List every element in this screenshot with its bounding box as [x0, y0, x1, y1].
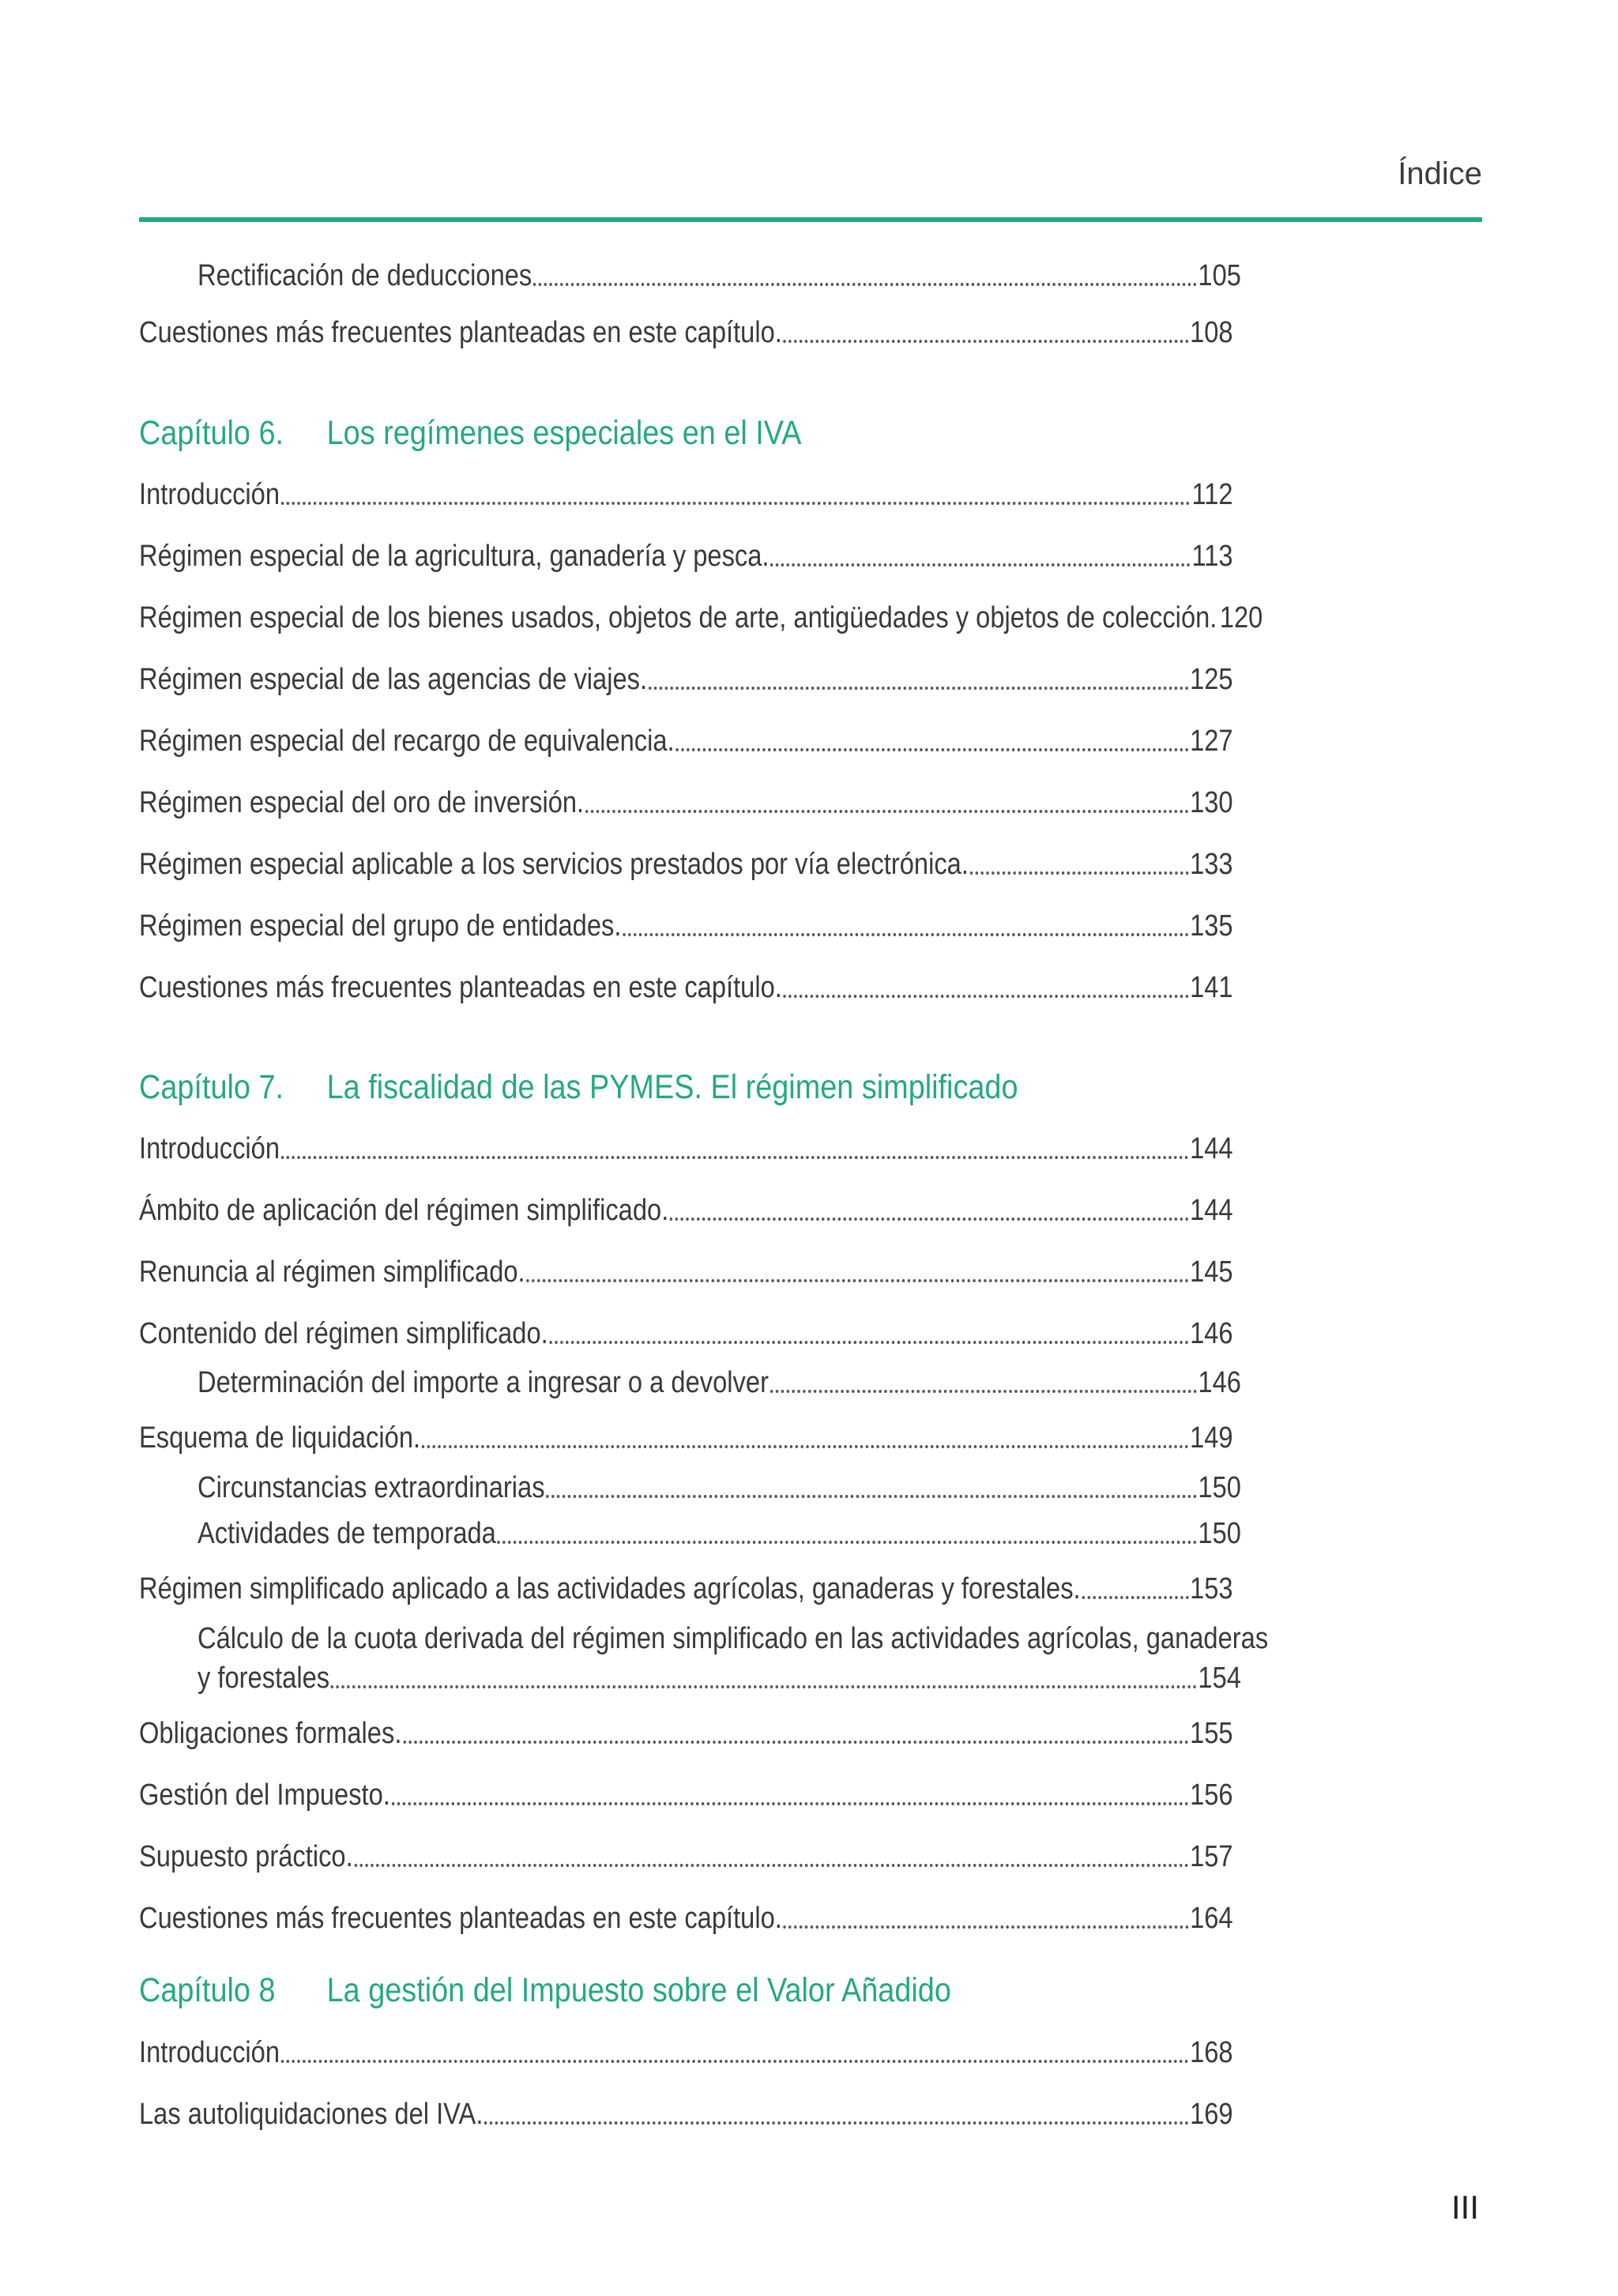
toc-entry-page: 156 [1190, 1778, 1233, 1812]
toc-entry[interactable] [139, 476, 1233, 513]
toc-entry-title: Esquema de liquidación. [139, 1421, 421, 1455]
chapter-title: La fiscalidad de las PYMES. El régimen simplificado [326, 1068, 1018, 1106]
toc-entry[interactable] [139, 908, 1233, 944]
chapter-number: Capítulo 8 [139, 1971, 276, 2009]
leader-dots [281, 502, 1191, 505]
toc-entry-page: 113 [1191, 540, 1233, 573]
leader-dots [546, 1495, 1196, 1498]
toc-entry[interactable] [139, 1192, 1233, 1229]
chapter-title: La gestión del Impuesto sobre el Valor Añadido [326, 1971, 951, 2009]
leader-dots [403, 1741, 1188, 1744]
toc-entry-page: 144 [1190, 1132, 1233, 1165]
leader-dots [533, 283, 1197, 286]
toc-entry-page: 141 [1190, 971, 1233, 1004]
toc-entry-title: Contenido del régimen simplificado. [139, 1317, 548, 1350]
toc-entry-page: 153 [1190, 1572, 1233, 1605]
leader-dots [422, 1445, 1189, 1448]
leader-dots [1082, 1596, 1188, 1599]
toc-entry-title: Régimen especial del grupo de entidades. [139, 909, 622, 943]
toc-entry[interactable] [139, 723, 1233, 759]
toc-entry[interactable] [139, 846, 1233, 883]
leader-dots [784, 1925, 1189, 1929]
toc-entry-page: 146 [1198, 1366, 1241, 1399]
toc-entry[interactable] [139, 538, 1233, 574]
toc-entry-page: 120 [1219, 601, 1263, 634]
leader-dots [281, 2060, 1189, 2063]
toc-entry-title: Régimen especial del recargo de equivalencia. [139, 725, 675, 758]
toc-entry-title: Las autoliquidaciones del IVA. [139, 2098, 484, 2131]
leader-dots [784, 340, 1189, 343]
toc-entry-title: Régimen especial de la agricultura, ganadería y pesca. [139, 540, 769, 573]
toc-entry-page: 154 [1198, 1662, 1241, 1695]
toc-entry-title: Renuncia al régimen simplificado. [139, 1255, 525, 1289]
toc-entry-page: 135 [1190, 909, 1233, 943]
chapter-heading [139, 412, 801, 454]
toc-entry-page: 127 [1190, 725, 1233, 758]
toc-entry[interactable] [198, 1364, 1241, 1401]
toc-entry[interactable] [198, 1660, 1241, 1696]
toc-entry-title: Régimen especial aplicable a los servicios prestados por vía electrónica. [139, 848, 969, 881]
leader-dots [484, 2121, 1188, 2125]
toc-entry-page: 157 [1190, 1840, 1233, 1873]
leader-dots [549, 1341, 1188, 1344]
chapter-heading [139, 1970, 951, 2011]
toc-entry-title: Supuesto práctico. [139, 1840, 353, 1873]
toc-entry-title: Determinación del importe a ingresar o a devolver [198, 1366, 769, 1399]
toc-entry-page: 168 [1190, 2036, 1233, 2069]
toc-entry[interactable] [198, 1515, 1241, 1552]
toc-entry-title: Cuestiones más frecuentes planteadas en este capítulo. [139, 316, 782, 349]
toc-entry-title: Régimen especial de las agencias de viajes. [139, 663, 648, 696]
leader-dots [623, 933, 1188, 936]
toc-entry-title: Introducción [139, 478, 280, 511]
toc-entry-page: 150 [1198, 1517, 1241, 1550]
toc-entry-page: 130 [1190, 786, 1233, 819]
toc-entry-title: Introducción [139, 1132, 280, 1165]
toc-entry[interactable] [139, 661, 1233, 698]
chapter-heading [139, 1067, 1018, 1108]
toc-entry-title: Introducción [139, 2036, 280, 2069]
page-number: III [1451, 2189, 1479, 2226]
leader-dots [498, 1541, 1197, 1544]
toc-entry-title: Cuestiones más frecuentes planteadas en este capítulo. [139, 1902, 782, 1935]
leader-dots [670, 1218, 1188, 1221]
toc-entry-page: 146 [1190, 1317, 1233, 1350]
toc-entry[interactable] [139, 1315, 1233, 1352]
leader-dots [770, 1390, 1197, 1393]
leader-dots [675, 748, 1188, 751]
toc-entry-title: Régimen simplificado aplicado a las actividades agrícolas, ganaderas y forestales. [139, 1572, 1081, 1605]
toc-entry-title: Ámbito de aplicación del régimen simplificado. [139, 1194, 669, 1227]
leader-dots [970, 871, 1189, 875]
toc-entry[interactable] [139, 1839, 1233, 1875]
toc-entry-page: 155 [1190, 1717, 1233, 1750]
leader-dots [354, 1864, 1188, 1867]
leader-dots [649, 687, 1189, 690]
toc-entry[interactable] [198, 1470, 1241, 1506]
toc-entry-title: Rectificación de deducciones [198, 259, 532, 292]
leader-dots [784, 995, 1189, 998]
toc-entry-title: Régimen especial del oro de inversión. [139, 786, 585, 819]
toc-entry[interactable] [139, 2034, 1233, 2071]
toc-entry[interactable] [139, 1420, 1233, 1456]
chapter-title: Los regímenes especiales en el IVA [326, 414, 802, 452]
leader-dots [331, 1685, 1197, 1688]
toc-entry-title: Circunstancias extraordinarias [198, 1471, 545, 1504]
toc-entry[interactable] [139, 785, 1233, 821]
toc-entry-page: 164 [1190, 1902, 1233, 1935]
toc-entry[interactable] [139, 600, 1263, 636]
toc-entry-page: 145 [1190, 1255, 1233, 1289]
section-header: Índice [1398, 156, 1482, 191]
leader-dots [281, 1156, 1189, 1159]
chapter-number: Capítulo 7. [139, 1068, 284, 1106]
toc-entry-page: 150 [1198, 1471, 1241, 1504]
toc-entry-page: 144 [1190, 1194, 1233, 1227]
leader-dots [392, 1802, 1189, 1805]
toc-entry[interactable] [198, 258, 1241, 294]
toc-entry-title: Cuestiones más frecuentes planteadas en este capítulo. [139, 971, 782, 1004]
toc-entry-page: 149 [1190, 1421, 1233, 1455]
toc-entry-page: 108 [1190, 316, 1233, 349]
toc-entry-page: 112 [1191, 478, 1233, 511]
toc-entry-title: Régimen especial de los bienes usados, objetos de arte, antigüedades y objetos de colección. [139, 601, 1217, 634]
toc-entry-title: y forestales [198, 1662, 330, 1695]
leader-dots [526, 1279, 1188, 1282]
toc-entry[interactable] [139, 1777, 1233, 1813]
toc-entry-title: Gestión del Impuesto. [139, 1778, 390, 1812]
toc-entry-page: 133 [1190, 848, 1233, 881]
toc-entry[interactable] [139, 314, 1233, 351]
toc-entry[interactable] [139, 969, 1233, 1006]
toc-entry[interactable] [139, 1715, 1233, 1752]
toc-entry-page: 105 [1198, 259, 1241, 292]
toc-entry[interactable] [139, 1131, 1233, 1167]
toc-entry[interactable] [139, 1571, 1233, 1607]
toc-entry-title: Obligaciones formales. [139, 1717, 402, 1750]
chapter-number: Capítulo 6. [139, 414, 284, 452]
toc-entry-continued: Cálculo de la cuota derivada del régimen simplificado en las actividades agrícolas, ganaderas [198, 1622, 1269, 1655]
toc-entry[interactable] [139, 2096, 1233, 2132]
leader-dots [585, 810, 1188, 813]
toc-entry[interactable] [139, 1900, 1233, 1937]
toc-entry-page: 125 [1190, 663, 1233, 696]
leader-dots [770, 563, 1191, 566]
toc-entry-page: 169 [1190, 2098, 1233, 2131]
toc-entry[interactable] [139, 1254, 1233, 1290]
toc-entry-title: Actividades de temporada [198, 1517, 496, 1550]
header-rule [139, 217, 1482, 222]
